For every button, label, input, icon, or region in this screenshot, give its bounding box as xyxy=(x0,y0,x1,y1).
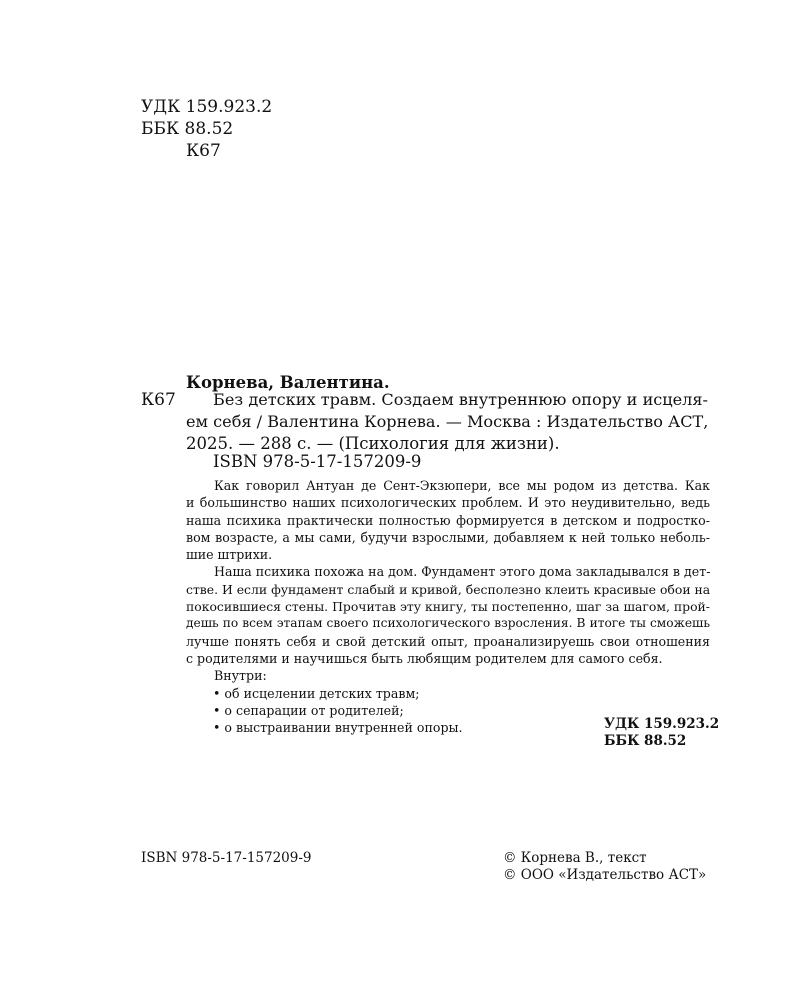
author-heading: Корнева, Валентина. xyxy=(186,373,390,392)
bullet-item: • о сепарации от родителей; xyxy=(213,702,404,718)
author-sign: К67 xyxy=(186,141,221,161)
isbn-record: ISBN 978-5-17-157209-9 xyxy=(213,452,422,471)
bullet-item: • об исцелении детских травм; xyxy=(213,685,420,701)
footer-isbn: ISBN 978-5-17-157209-9 xyxy=(141,850,312,866)
bbk-code-right: ББК 88.52 xyxy=(604,733,687,749)
bbk-code: ББК 88.52 xyxy=(141,119,234,139)
author-sign-code: К67 xyxy=(141,390,176,410)
annotation-line: Как говорил Антуан де Сент-Экзюпери, все мы родом из детства. Как xyxy=(214,478,710,493)
bib-line: 2025. — 288 с. — (Психология для жизни). xyxy=(186,434,560,453)
annotation-line: и большинство наших психологических проблем. И это неудивительно, ведь xyxy=(186,495,710,511)
annotation-line: дешь по всем этапам своего психологического взросления. В итоге ты сможешь xyxy=(186,616,710,631)
udk-code: УДК 159.923.2 xyxy=(141,97,273,117)
udk-code-right: УДК 159.923.2 xyxy=(604,716,720,732)
annotation-line: лучше понять себя и свой детский опыт, проанализируешь свои отношения xyxy=(186,633,710,649)
bib-line: Без детских травм. Создаем внутреннюю опору и исцеля- xyxy=(213,390,708,409)
annotation xyxy=(186,477,710,736)
annotation-line: с родителями и научишься быть любящим родителем для самого себя. xyxy=(186,650,663,666)
annotation-line: покосившиеся стены. Прочитав эту книгу, ты постепенно, шаг за шагом, прой- xyxy=(186,599,710,615)
bibliographic-description xyxy=(186,389,708,455)
annotation-line: вом возрасте, а мы сами, будучи взрослыми, добавляем к ней только неболь- xyxy=(186,529,710,545)
bullet-item: • о выстраивании внутренней опоры. xyxy=(213,720,463,736)
copyright-author: © Корнева В., текст xyxy=(503,850,647,866)
bib-line: ем себя / Валентина Корнева. — Москва : Издательство АСТ, xyxy=(186,412,709,431)
inside-label: Внутри: xyxy=(214,668,267,684)
annotation-line: стве. И если фундамент слабый и кривой, бесполезно клеить красивые обои на xyxy=(186,581,711,597)
annotation-line: наша психика практически полностью формируется в детском и подростко- xyxy=(186,512,710,528)
annotation-line: Наша психика похожа на дом. Фундамент этого дома закладывался в дет- xyxy=(214,564,711,580)
copyright-publisher: © ООО «Издательство АСТ» xyxy=(503,867,707,883)
annotation-line: шие штрихи. xyxy=(186,547,273,563)
